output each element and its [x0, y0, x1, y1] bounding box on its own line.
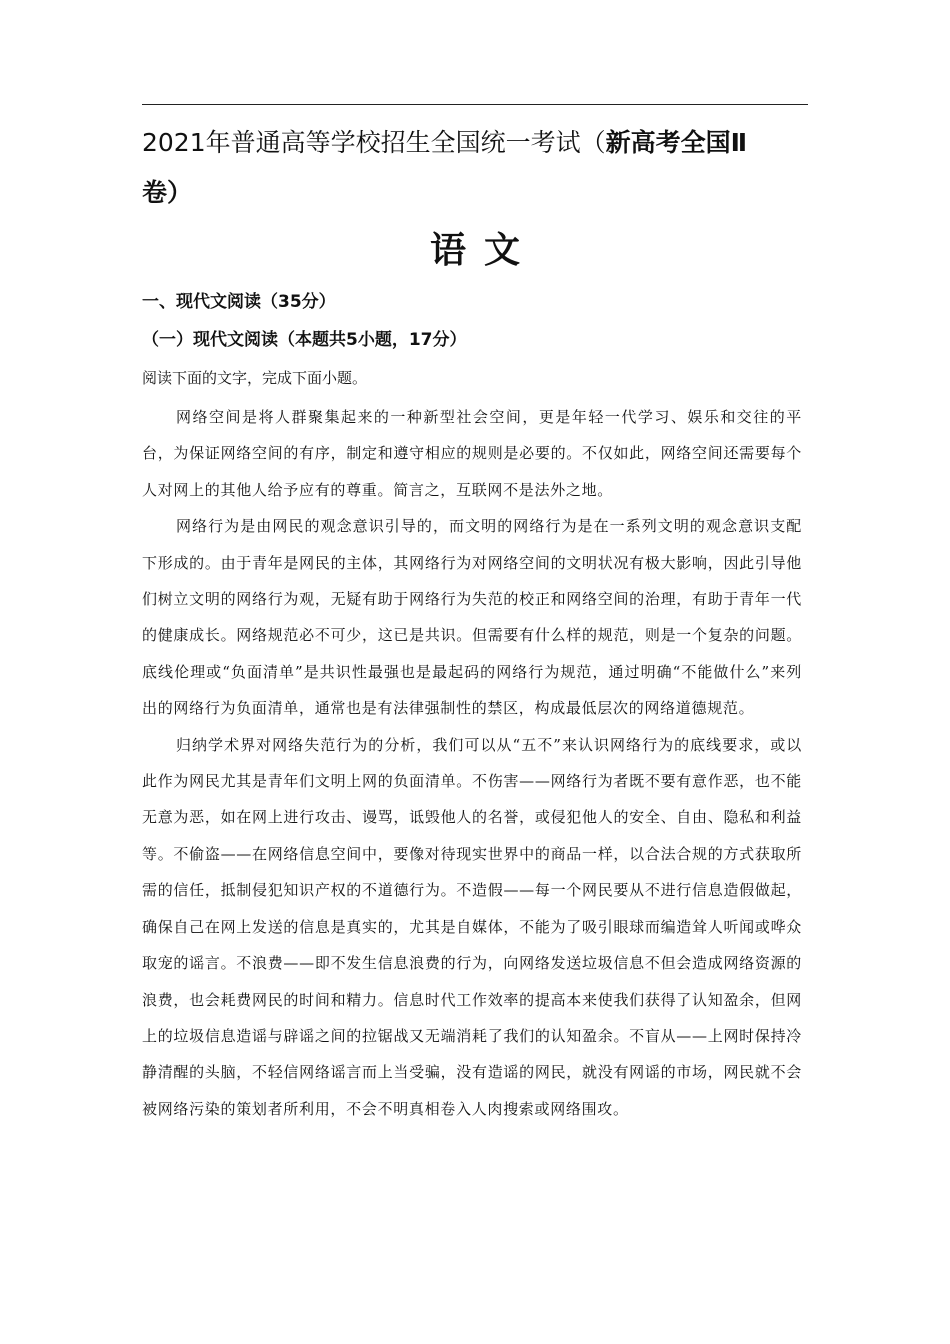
- subsection-heading: （一）现代文阅读（本题共5小题，17分）: [142, 330, 467, 350]
- passage-paragraph: 网络行为是由网民的观念意识引导的，而文明的网络行为是在一系列文明的观念意识支配下形成的。由于青年是网民的主体，其网络行为对网络空间的文明状况有极大影响，因此引导他们树立文明的网络行为观，无疑有助于网络行为失范的校正和网络空间的治理，有助于青年一代的健康成长。网络规范必不可少，这已是共识。但需要有什么样的规范，则是一个复杂的问题。底线伦理或“负面清单”是共识性最强也是最起码的网络行为规范，通过明确“不能做什么”来列出的网络行为负面清单，通常也是有法律强制性的禁区，构成最低层次的网络道德规范。: [142, 517, 802, 718]
- exam-title-tail: 卷）: [142, 178, 193, 207]
- subject-title: 语文: [429, 230, 538, 271]
- section-heading: 一、现代文阅读（35分）: [142, 292, 336, 312]
- header-rule: [142, 104, 808, 105]
- exam-title-bold: 新高考全国Ⅱ: [605, 128, 748, 157]
- passage-paragraph: 网络空间是将人群聚集起来的一种新型社会空间，更是年轻一代学习、娱乐和交往的平台，为保证网络空间的有序，制定和遵守相应的规则是必要的。不仅如此，网络空间还需要每个人对网上的其他人给予应有的尊重。简言之，互联网不是法外之地。: [142, 408, 802, 499]
- reading-passage: [142, 399, 802, 1127]
- passage-paragraph: 归纳学术界对网络失范行为的分析，我们可以从“五不”来认识网络行为的底线要求，或以此作为网民尤其是青年们文明上网的负面清单。不伤害——网络行为者既不要有意作恶，也不能无意为恶，如在网上进行攻击、谩骂，诋毁他人的名誉，或侵犯他人的安全、自由、隐私和利益等。不偷盗——在网络信息空间中，要像对待现实世界中的商品一样，以合法合规的方式获取所需的信任，抵制侵犯知识产权的不道德行为。不造假——每一个网民要从不进行信息造假做起，确保自己在网上发送的信息是真实的，尤其是自媒体，不能为了吸引眼球而编造耸人听闻或哗众取宠的谣言。不浪费——即不发生信息浪费的行为，向网络发送垃圾信息不但会造成网络资源的浪费，也会耗费网民的时间和精力。信息时代工作效率的提高本来使我们获得了认知盈余，但网上的垃圾信息造谣与辟谣之间的拉锯战又无端消耗了我们的认知盈余。不盲从——上网时保持冷静清醒的头脑，不轻信网络谣言而上当受骗，没有造谣的网民，就没有网谣的市场，网民就不会被网络污染的策划者所利用，不会不明真相卷入人肉搜索或网络围攻。: [142, 735, 802, 1118]
- exam-title: [142, 118, 808, 218]
- exam-title-plain: 2021年普通高等学校招生全国统一考试（: [142, 128, 606, 157]
- reading-instruction: 阅读下面的文字，完成下面小题。: [142, 369, 368, 387]
